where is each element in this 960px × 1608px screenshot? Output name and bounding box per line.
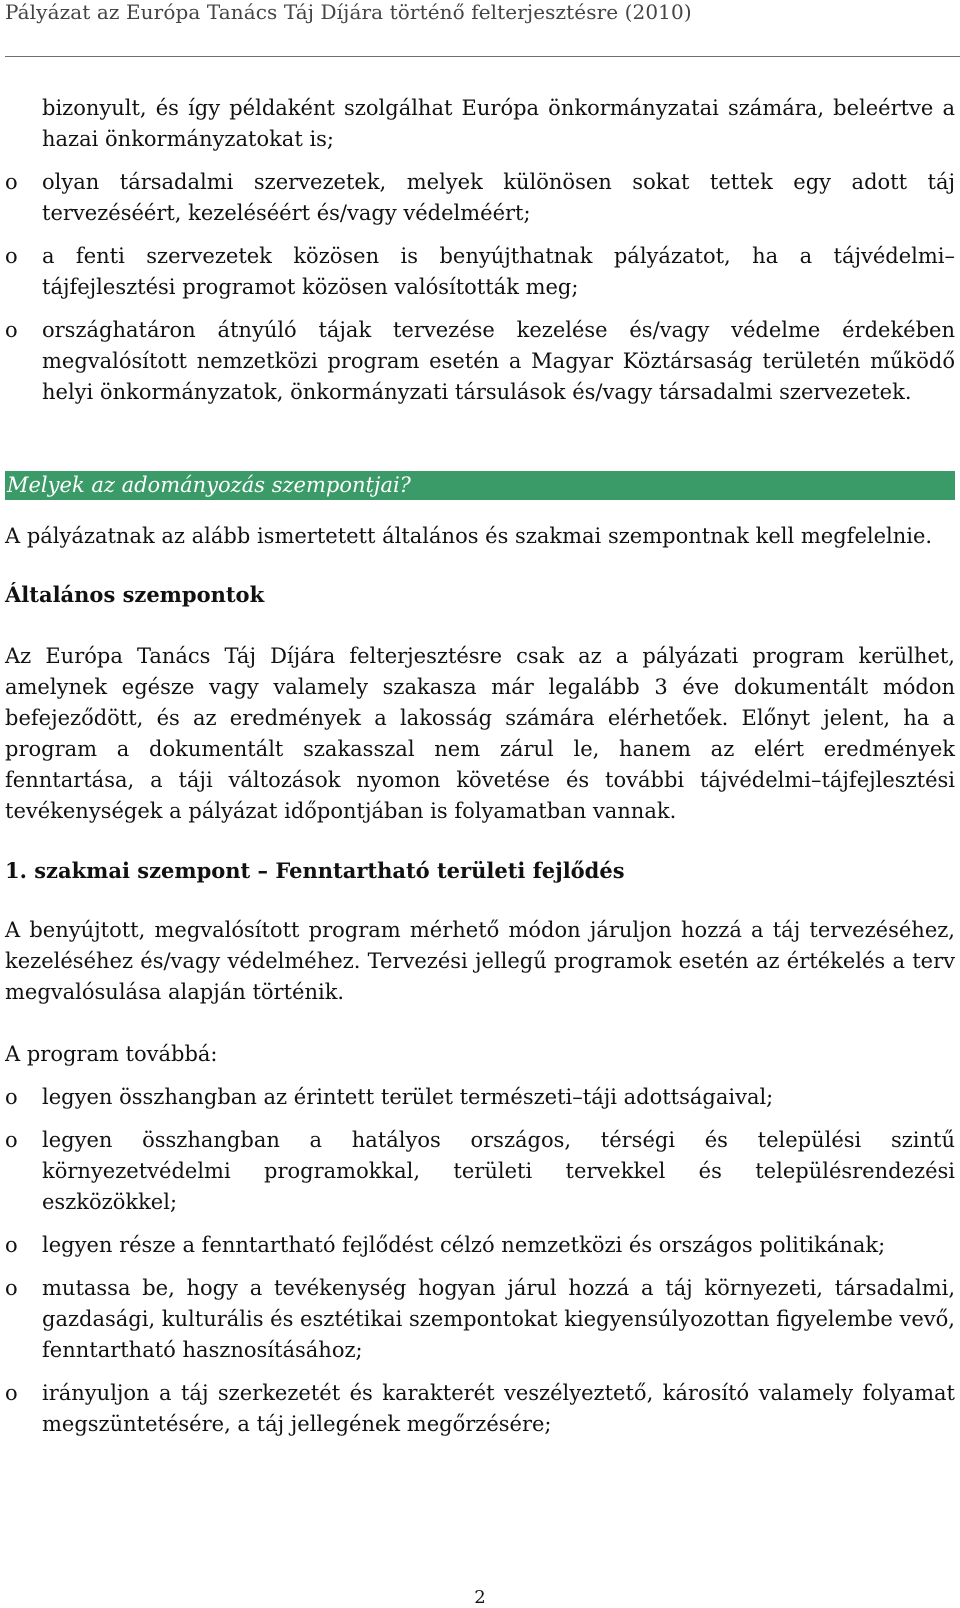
list-item-text: országhatáron átnyúló tájak tervezése kezelése és/vagy védelme érdekében megvalósított nemzetközi program esetén a Magyar Köztársaság területén működő helyi önkormányzatok, önkormányzati társulások és/vagy társadalmi szervezetek. bbox=[42, 318, 955, 404]
list-item-text: a fenti szervezetek közösen is benyújthatnak pályázatot, ha a tájvédelmi–tájfejlesztési programot közösen valósították meg; bbox=[42, 244, 955, 299]
bullet-marker: o bbox=[5, 244, 18, 268]
list-item bbox=[5, 315, 955, 408]
general-criteria-title: Általános szempontok bbox=[5, 582, 265, 607]
section-intro: A pályázatnak az alább ismertetett általános és szakmai szempontnak kell megfelelnie. bbox=[5, 524, 933, 548]
header-title: Pályázat az Európa Tanács Táj Díjára történő felterjesztésre (2010) bbox=[5, 0, 692, 24]
page-header bbox=[0, 0, 960, 60]
list-continuation: bizonyult, és így példaként szolgálhat Európa önkormányzatai számára, beleértve a hazai önkormányzatokat is; bbox=[42, 96, 955, 151]
header-divider bbox=[5, 56, 960, 57]
criterion-1-title: 1. szakmai szempont – Fenntartható területi fejlődés bbox=[5, 858, 625, 883]
list-item bbox=[5, 1273, 955, 1366]
page-number: 2 bbox=[474, 1587, 486, 1608]
list-item bbox=[5, 1125, 955, 1218]
page-content bbox=[5, 93, 955, 1440]
list-item bbox=[5, 1378, 955, 1440]
list-item bbox=[5, 1082, 955, 1113]
bullet-marker: o bbox=[5, 1276, 18, 1300]
list-item-text: legyen összhangban a hatályos országos, térségi és települési szintű környezetvédelmi programokkal, területi tervekkel és településrendezési eszközökkel; bbox=[42, 1128, 955, 1214]
further-label: A program továbbá: bbox=[5, 1042, 218, 1066]
bullet-marker: o bbox=[5, 1085, 18, 1109]
criterion-1-text: A benyújtott, megvalósított program mérhető módon járuljon hozzá a táj tervezéséhez, kezeléséhez és/vagy védelméhez. Tervezési jellegű programok esetén az értékelés a terv megvalósulása alapján történik. bbox=[5, 918, 955, 1004]
list-item-text: irányuljon a táj szerkezetét és karakterét veszélyeztető, károsító valamely folyamat megszüntetésére, a táj jellegének megőrzésére; bbox=[42, 1381, 955, 1436]
list-item bbox=[5, 167, 955, 229]
list-item-text: legyen része a fenntartható fejlődést célzó nemzetközi és országos politikának; bbox=[42, 1233, 886, 1257]
bullet-marker: o bbox=[5, 170, 18, 194]
list-item-text: olyan társadalmi szervezetek, melyek különösen sokat tettek egy adott táj tervezéséért, kezeléséért és/vagy védelméért; bbox=[42, 170, 955, 225]
list-item bbox=[5, 241, 955, 303]
bullet-marker: o bbox=[5, 1233, 18, 1257]
general-criteria-text: Az Európa Tanács Táj Díjára felterjesztésre csak az a pályázati program kerülhet, amelynek egésze vagy valamely szakasza már legalább 3 éve dokumentált módon befejeződött, és az eredmények a lakosság számára elérhetőek. Előnyt jelent, ha a program a dokumentált szakasszal nem zárul le, hanem az elért eredmények fenntartása, a táji változások nyomon követése és további tájvédelmi–tájfejlesztési tevékenységek a pályázat időpontjában is folyamatban vannak. bbox=[5, 644, 955, 823]
list-item-text: legyen összhangban az érintett terület természeti–táji adottságaival; bbox=[42, 1085, 774, 1109]
list-item bbox=[5, 1230, 955, 1261]
bullet-marker: o bbox=[5, 1128, 18, 1152]
bullet-marker: o bbox=[5, 318, 18, 342]
bullet-marker: o bbox=[5, 1381, 18, 1405]
list-item-text: mutassa be, hogy a tevékenység hogyan járul hozzá a táj környezeti, társadalmi, gazdasági, kulturális és esztétikai szempontokat kiegyensúlyozottan figyelembe vevő, fenntartható hasznosításához; bbox=[42, 1276, 955, 1362]
section-heading: Melyek az adományozás szempontjai? bbox=[5, 471, 955, 500]
